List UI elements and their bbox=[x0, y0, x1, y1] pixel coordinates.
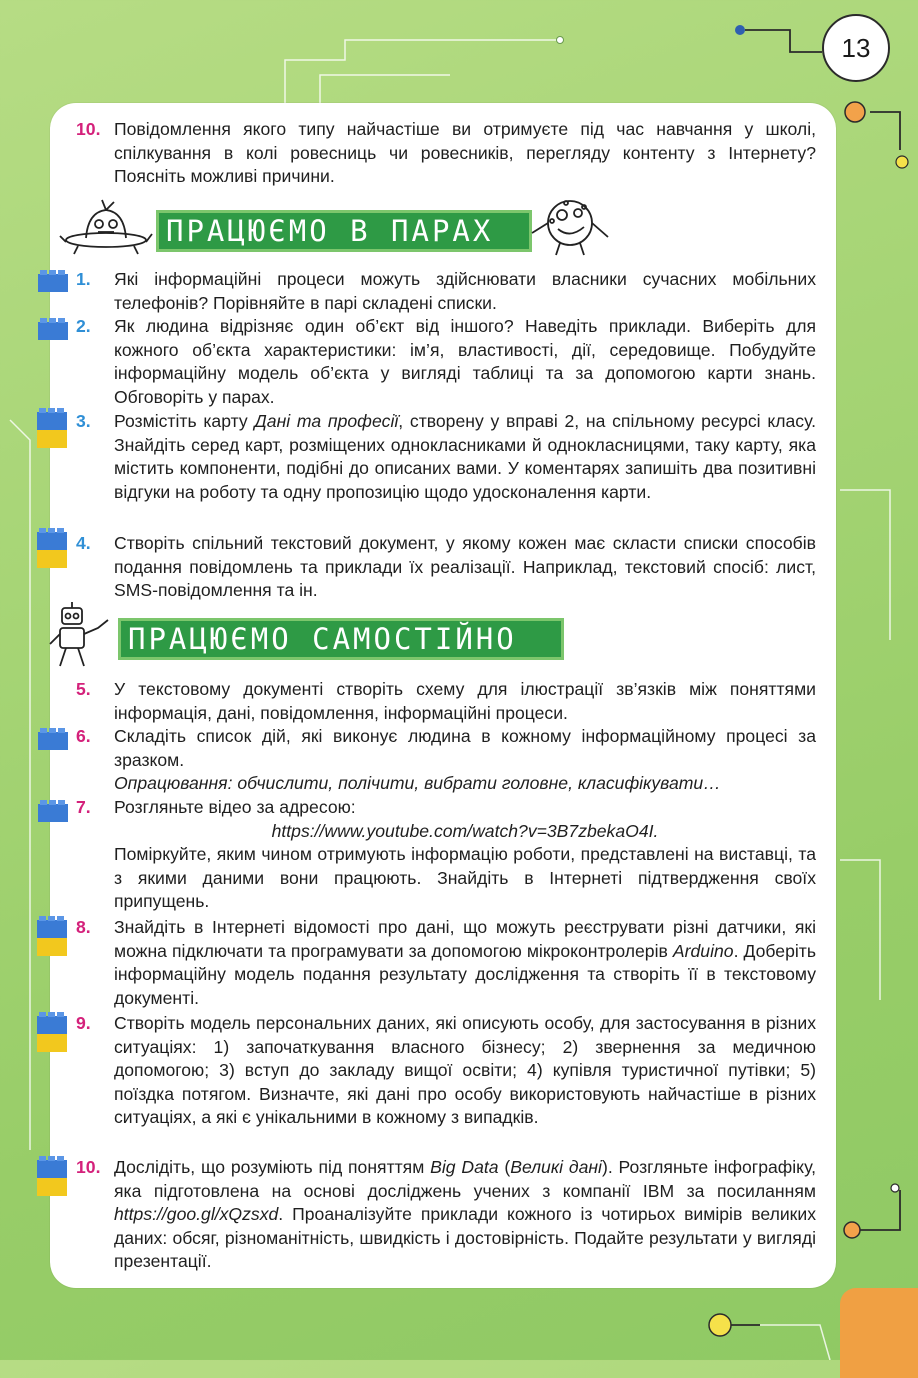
task-number: 9. bbox=[76, 1013, 91, 1033]
task-text: Створіть модель персональних даних, які описують особу, для застосування в різних ситуаціях: 1) започаткування власного бізнесу; 2) звернення за медичною допомогою; 3) вступ до закладу вищої освіти; 4) купівля туристичної путівки; 5) поїздка потягом. Визначте, які дані про особу використовують найчастіше в різних ситуаціях, а які є унікальними в кожному з випадків. bbox=[114, 1013, 816, 1127]
lego-stack-icon bbox=[34, 524, 70, 572]
section-banner-pairs: ПРАЦЮЄМО В ПАРАХ bbox=[156, 210, 532, 252]
robot-doodle-icon bbox=[46, 600, 112, 670]
task-number: 10. bbox=[76, 1157, 101, 1177]
task-text: Розгляньте відео за адресою: https://www.youtube.com/watch?v=3B7zbekaO4I. Поміркуйте, яким чином отримують інформацію роботи, представлені на виставці, та з якими даними вони працюють. Знайдіть в Інтернеті підтвердження своїх припущень. bbox=[114, 797, 816, 911]
task-number: 5. bbox=[76, 679, 91, 699]
task-text: Складіть список дій, які виконує людина в кожному інформаційному процесі за зразком. Опрацювання: обчислити, полічити, вибрати головне, класифікувати… bbox=[114, 726, 816, 793]
section-banner-self: ПРАЦЮЄМО САМОСТІЙНО bbox=[118, 618, 564, 660]
monster-doodle-icon bbox=[526, 193, 614, 257]
task-text: Дослідіть, що розуміють під поняттям Big Data (Великі дані). Розгляньте інфографіку, яка підготовлена на основі досліджень учених з компанії IBM за посиланням https://goo.gl/xQzsxd. Проаналізуйте приклади кожного із чотирьох вимірів великих даних: обсяг, різноманітність, швидкість і достовірність. Подайте результати у вигляді презентації. bbox=[114, 1157, 816, 1271]
task-number: 10. bbox=[76, 119, 101, 139]
lego-block-icon bbox=[36, 266, 70, 296]
task-number: 2. bbox=[76, 316, 91, 336]
lego-block-icon bbox=[36, 724, 70, 754]
task-text: Які інформаційні процеси можуть здійснювати власники сучасних мобільних телефонів? Порівняйте в парі складені списки. bbox=[114, 269, 816, 313]
task-text: Розмістіть карту Дані та професії, створену у вправі 2, на спільному ресурсі класу. Знайдіть серед карт, розміщених однокласниками й однокласницями, таку карту, яка містить компоненти, подібні до описаних вами. У коментарях запишіть два позитивні відгуки на роботу та одну пропозицію щодо удосконалення карти. bbox=[114, 411, 816, 502]
lego-stack-icon bbox=[34, 1008, 70, 1056]
lego-stack-icon bbox=[34, 1152, 70, 1200]
video-link[interactable]: https://www.youtube.com/watch?v=3B7zbekaO4I. bbox=[271, 820, 659, 841]
lego-block-icon bbox=[36, 796, 70, 826]
task-text: Повідомлення якого типу найчастіше ви отримуєте під час навчання у школі, спілкування в колі ровесниць чи ровесників, перегляду контенту з Інтернету? Поясніть можливі причини. bbox=[114, 119, 816, 186]
page-number: 13 bbox=[822, 14, 890, 82]
task-text: У текстовому документі створіть схему для ілюстрації зв’язків між поняттями інформація, дані, повідомлення, інформаційні процеси. bbox=[114, 679, 816, 723]
lego-stack-icon bbox=[34, 912, 70, 960]
task-text: Створіть спільний текстовий документ, у якому кожен має скласти списки способів подання повідомлень та приклади їх реалізації. Наприклад, текстовий спосіб: лист, SMS-повідомлення та ін. bbox=[114, 533, 816, 600]
lego-stack-icon bbox=[34, 404, 70, 452]
task-text: Як людина відрізняє один об’єкт від іншого? Наведіть приклади. Виберіть для кожного об’єкта характеристики: ім’я, властивості, дії, середовище. Побудуйте інформаційну модель об’єкта у вигляді таблиці та за допомогою карти знань. Обговоріть у парах. bbox=[114, 316, 816, 407]
task-number: 7. bbox=[76, 797, 91, 817]
alien-doodle-icon bbox=[58, 198, 154, 256]
corner-tab bbox=[840, 1288, 918, 1378]
task-number: 1. bbox=[76, 269, 91, 289]
task-number: 8. bbox=[76, 917, 91, 937]
infographic-link[interactable]: https://goo.gl/xQzsxd bbox=[114, 1204, 279, 1224]
task-number: 3. bbox=[76, 411, 91, 431]
task-number: 4. bbox=[76, 533, 91, 553]
task-text: Знайдіть в Інтернеті відомості про дані, що можуть реєструвати різні датчики, які можна підключати та програмувати за допомогою мікроконтролерів Arduino. Доберіть інформаційну модель подання результату дослідження та створіть її в текстовому документі. bbox=[114, 917, 816, 1008]
lego-block-icon bbox=[36, 314, 70, 344]
task-number: 6. bbox=[76, 726, 91, 746]
